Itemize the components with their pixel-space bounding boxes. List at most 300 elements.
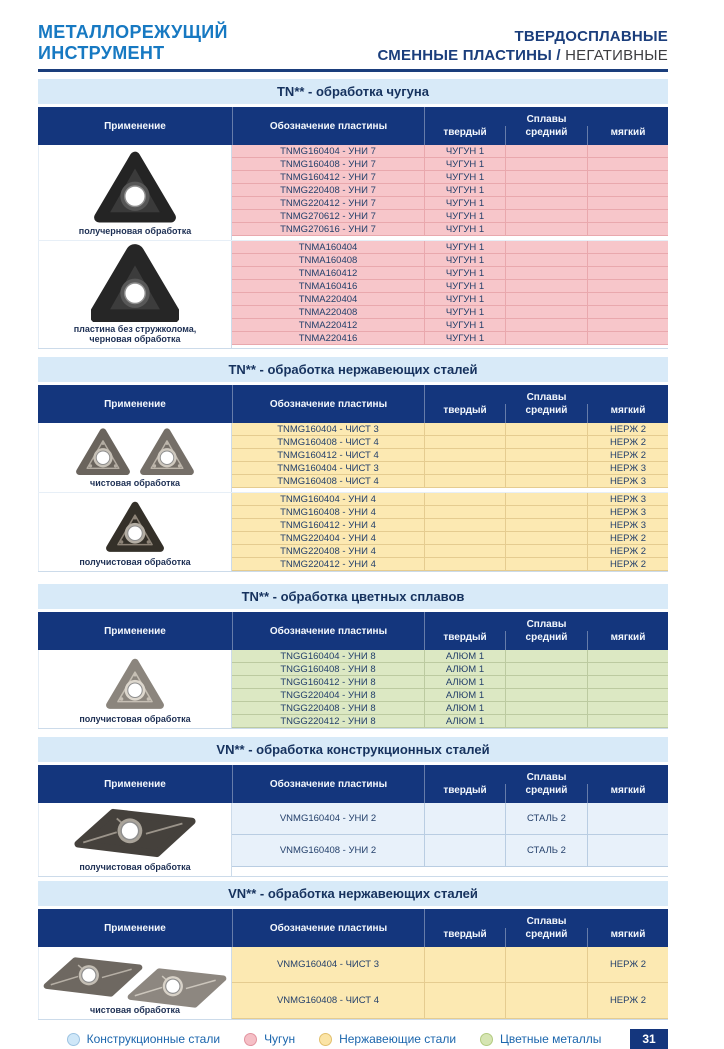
application-cell	[38, 947, 232, 1019]
designation-cell: TNGG220412 - УНИ 8	[232, 715, 424, 728]
table-row	[232, 545, 668, 558]
brand-title	[38, 22, 228, 64]
application-label: получерновая обработка	[78, 226, 192, 236]
designation-cell: TNMG160404 - ЧИСТ 3	[232, 462, 424, 475]
alloy-medium-cell	[505, 197, 587, 210]
designation-cell: TNMG160408 - УНИ 7	[232, 158, 424, 171]
application-group	[38, 145, 668, 240]
column-header-soft: мягкий	[587, 784, 668, 803]
alloy-soft-cell: НЕРЖ 3	[587, 519, 668, 532]
column-header-alloys: Сплавы	[424, 612, 668, 631]
designation-cell: VNMG160404 - ЧИСТ 3	[232, 947, 424, 983]
alloy-medium-cell	[505, 171, 587, 184]
alloy-hard-cell	[424, 545, 505, 558]
alloy-hard-cell: ЧУГУН 1	[424, 241, 505, 254]
section-vn-structural	[38, 737, 668, 877]
application-group	[38, 947, 668, 1019]
designation-cell: VNMG160408 - ЧИСТ 4	[232, 983, 424, 1019]
table-row	[232, 519, 668, 532]
triangle-insert-icon	[91, 148, 179, 224]
legend-label: Чугун	[264, 1032, 296, 1046]
alloy-hard-cell: АЛЮМ 1	[424, 715, 505, 728]
triangle-insert-icon	[104, 493, 166, 555]
alloy-hard-cell: ЧУГУН 1	[424, 280, 505, 293]
alloy-hard-cell	[424, 436, 505, 449]
alloy-soft-cell	[587, 241, 668, 254]
application-label: получистовая обработка	[79, 862, 191, 872]
alloy-medium-cell: СТАЛЬ 2	[505, 803, 587, 835]
alloy-medium-cell	[505, 702, 587, 715]
alloy-soft-cell	[587, 267, 668, 280]
alloy-soft-cell: НЕРЖ 2	[587, 558, 668, 571]
alloy-medium-cell	[505, 663, 587, 676]
alloy-soft-cell: НЕРЖ 3	[587, 475, 668, 488]
designation-cell: TNMA220408	[232, 306, 424, 319]
table-row	[232, 558, 668, 571]
alloy-soft-cell	[587, 715, 668, 728]
alloy-medium-cell	[505, 493, 587, 506]
alloy-soft-cell	[587, 803, 668, 835]
alloy-soft-cell: НЕРЖ 2	[587, 532, 668, 545]
designation-cell: TNMG160404 - ЧИСТ 3	[232, 423, 424, 436]
alloy-hard-cell	[424, 493, 505, 506]
table-header	[38, 107, 668, 145]
table-header	[38, 909, 668, 947]
alloy-hard-cell: ЧУГУН 1	[424, 223, 505, 236]
designation-cell: TNMG160412 - УНИ 4	[232, 519, 424, 532]
alloy-soft-cell	[587, 293, 668, 306]
alloy-soft-cell: НЕРЖ 2	[587, 983, 668, 1019]
section-tn-cast-iron	[38, 79, 668, 349]
alloy-hard-cell: АЛЮМ 1	[424, 663, 505, 676]
page-heading-strong: СМЕННЫЕ ПЛАСТИНЫ	[377, 47, 553, 64]
alloy-soft-cell	[587, 689, 668, 702]
group-rows	[232, 947, 668, 1019]
alloy-hard-cell: ЧУГУН 1	[424, 184, 505, 197]
triangle-insert-icon	[74, 423, 196, 476]
alloy-hard-cell: ЧУГУН 1	[424, 197, 505, 210]
table-row	[232, 436, 668, 449]
designation-cell: TNGG160404 - УНИ 8	[232, 650, 424, 663]
column-header-soft: мягкий	[587, 928, 668, 947]
legend-color-dot	[67, 1033, 80, 1046]
triangle-insert-icon	[104, 656, 166, 710]
alloy-hard-cell: ЧУГУН 1	[424, 306, 505, 319]
alloy-soft-cell	[587, 197, 668, 210]
alloy-medium-cell	[505, 293, 587, 306]
alloy-hard-cell: АЛЮМ 1	[424, 650, 505, 663]
section-title: VN** - обработка конструкционных сталей	[38, 737, 668, 762]
designation-cell: TNMG220412 - УНИ 4	[232, 558, 424, 571]
designation-cell: TNMA160412	[232, 267, 424, 280]
designation-cell: TNMG160412 - УНИ 7	[232, 171, 424, 184]
alloy-hard-cell	[424, 983, 505, 1019]
alloy-medium-cell	[505, 558, 587, 571]
alloy-soft-cell	[587, 676, 668, 689]
page-heading-line2	[377, 47, 668, 64]
designation-cell: TNMG160412 - ЧИСТ 4	[232, 449, 424, 462]
legend-color-dot	[480, 1033, 493, 1046]
group-rows	[232, 493, 668, 571]
alloy-soft-cell	[587, 184, 668, 197]
alloy-medium-cell	[505, 519, 587, 532]
alloy-hard-cell	[424, 803, 505, 835]
table-row	[232, 506, 668, 519]
alloy-soft-cell: НЕРЖ 2	[587, 947, 668, 983]
table-row	[232, 702, 668, 715]
alloy-medium-cell	[505, 223, 587, 236]
legend-label: Конструкционные стали	[86, 1032, 221, 1046]
application-group	[38, 803, 668, 876]
table-row	[232, 715, 668, 728]
page-heading-light: НЕГАТИВНЫЕ	[565, 47, 668, 64]
column-header-alloys: Сплавы	[424, 765, 668, 784]
alloy-soft-cell	[587, 280, 668, 293]
alloy-hard-cell	[424, 558, 505, 571]
alloy-soft-cell	[587, 835, 668, 867]
alloy-hard-cell	[424, 532, 505, 545]
table-body	[38, 145, 668, 349]
header-rule	[38, 69, 668, 72]
table-row	[232, 171, 668, 184]
table-row	[232, 306, 668, 319]
table-row	[232, 449, 668, 462]
alloy-medium-cell	[505, 254, 587, 267]
section-tn-nonferrous	[38, 584, 668, 729]
table-row	[232, 423, 668, 436]
application-cell	[38, 241, 232, 348]
table-row	[232, 241, 668, 254]
column-header-application: Применение	[104, 120, 166, 132]
table-row	[232, 293, 668, 306]
column-header-designation: Обозначение пластины	[232, 909, 424, 947]
page-heading-separator: /	[556, 47, 561, 64]
column-header-alloys: Сплавы	[424, 107, 668, 126]
table-header	[38, 612, 668, 650]
table-row	[232, 689, 668, 702]
group-rows	[232, 650, 668, 728]
table-row	[232, 184, 668, 197]
section-vn-stainless	[38, 881, 668, 1020]
alloy-hard-cell: АЛЮМ 1	[424, 689, 505, 702]
legend-label: Цветные металлы	[500, 1032, 602, 1046]
alloy-soft-cell: НЕРЖ 3	[587, 493, 668, 506]
table-row	[232, 332, 668, 345]
triangle-insert-icon	[104, 650, 166, 712]
section-title: VN** - обработка нержавеющих сталей	[38, 881, 668, 906]
alloy-hard-cell	[424, 423, 505, 436]
table-row	[232, 650, 668, 663]
table-row	[232, 663, 668, 676]
alloy-medium-cell	[505, 983, 587, 1019]
table-header	[38, 765, 668, 803]
alloy-medium-cell	[505, 241, 587, 254]
alloy-hard-cell: ЧУГУН 1	[424, 145, 505, 158]
alloy-hard-cell: ЧУГУН 1	[424, 158, 505, 171]
section-title: TN** - обработка чугуна	[38, 79, 668, 104]
designation-cell: TNMA160408	[232, 254, 424, 267]
designation-cell: TNMG160404 - УНИ 4	[232, 493, 424, 506]
alloy-medium-cell	[505, 280, 587, 293]
group-rows	[232, 803, 668, 876]
brand-title-line1: МЕТАЛЛОРЕЖУЩИЙ	[38, 22, 228, 42]
application-group	[38, 423, 668, 492]
alloy-medium-cell	[505, 506, 587, 519]
application-label: получистовая обработка	[79, 557, 191, 567]
column-header-hard: твердый	[424, 928, 505, 947]
alloy-soft-cell: НЕРЖ 2	[587, 436, 668, 449]
application-label: чистовая обработка	[89, 1005, 181, 1015]
alloy-medium-cell	[505, 158, 587, 171]
designation-cell: TNMA220412	[232, 319, 424, 332]
page-footer	[38, 1029, 668, 1049]
triangle-insert-icon	[74, 426, 132, 476]
designation-cell: TNMG220412 - УНИ 7	[232, 197, 424, 210]
alloy-soft-cell: НЕРЖ 2	[587, 545, 668, 558]
table-row	[232, 210, 668, 223]
column-header-medium: средний	[505, 631, 587, 650]
alloy-hard-cell	[424, 506, 505, 519]
alloy-hard-cell: АЛЮМ 1	[424, 676, 505, 689]
designation-cell: TNMA220404	[232, 293, 424, 306]
table-body	[38, 803, 668, 877]
table-row	[232, 532, 668, 545]
alloy-hard-cell	[424, 519, 505, 532]
table-row	[232, 676, 668, 689]
designation-cell: TNMG270612 - УНИ 7	[232, 210, 424, 223]
designation-cell: TNMA160404	[232, 241, 424, 254]
table-body	[38, 947, 668, 1020]
designation-cell: VNMG160408 - УНИ 2	[232, 835, 424, 867]
table-row	[232, 158, 668, 171]
alloy-medium-cell	[505, 436, 587, 449]
alloy-soft-cell	[587, 158, 668, 171]
alloy-medium-cell	[505, 545, 587, 558]
column-header-designation: Обозначение пластины	[232, 765, 424, 803]
application-label: получистовая обработка	[79, 714, 191, 724]
designation-cell: TNMG160408 - ЧИСТ 4	[232, 436, 424, 449]
column-header-application: Применение	[104, 625, 166, 637]
page-header	[38, 0, 668, 64]
triangle-insert-icon	[104, 499, 166, 553]
table-body	[38, 650, 668, 729]
column-header-hard: твердый	[424, 404, 505, 423]
rhombic-insert-icon	[73, 806, 197, 860]
column-header-application: Применение	[104, 922, 166, 934]
alloy-soft-cell	[587, 650, 668, 663]
triangle-insert-icon	[138, 426, 196, 476]
alloy-soft-cell	[587, 210, 668, 223]
triangle-insert-icon	[91, 145, 179, 224]
table-header	[38, 385, 668, 423]
application-cell	[38, 423, 232, 492]
legend-item	[67, 1032, 220, 1046]
alloy-medium-cell	[505, 319, 587, 332]
alloy-medium-cell	[505, 689, 587, 702]
legend-item	[319, 1032, 456, 1046]
table-row	[232, 493, 668, 506]
alloy-hard-cell: ЧУГУН 1	[424, 254, 505, 267]
designation-cell: TNGG220408 - УНИ 8	[232, 702, 424, 715]
application-label: чистовая обработка	[89, 478, 181, 488]
rhombic-insert-icon	[42, 947, 228, 1003]
page-heading-line1: ТВЕРДОСПЛАВНЫЕ	[514, 28, 668, 45]
alloy-hard-cell	[424, 835, 505, 867]
alloy-soft-cell	[587, 702, 668, 715]
application-group	[38, 492, 668, 571]
page-heading	[377, 27, 668, 64]
section-tn-stainless	[38, 357, 668, 572]
section-title: TN** - обработка цветных сплавов	[38, 584, 668, 609]
designation-cell: TNMA160416	[232, 280, 424, 293]
triangle-insert-icon	[91, 244, 179, 322]
column-header-application: Применение	[104, 778, 166, 790]
alloy-medium-cell	[505, 475, 587, 488]
alloy-soft-cell: НЕРЖ 3	[587, 506, 668, 519]
alloy-medium-cell	[505, 332, 587, 345]
alloy-hard-cell	[424, 449, 505, 462]
alloy-medium-cell	[505, 306, 587, 319]
alloy-soft-cell	[587, 319, 668, 332]
table-row	[232, 462, 668, 475]
designation-cell: TNMG220408 - УНИ 4	[232, 545, 424, 558]
application-cell	[38, 145, 232, 240]
column-header-medium: средний	[505, 404, 587, 423]
application-label: пластина без стружколома, черновая обработка	[73, 324, 197, 344]
legend-item	[480, 1032, 601, 1046]
table-row	[232, 983, 668, 1019]
table-row	[232, 280, 668, 293]
group-rows	[232, 423, 668, 492]
alloy-hard-cell: ЧУГУН 1	[424, 319, 505, 332]
designation-cell: TNGG220404 - УНИ 8	[232, 689, 424, 702]
alloy-soft-cell	[587, 306, 668, 319]
alloy-medium-cell	[505, 947, 587, 983]
application-cell	[38, 803, 232, 876]
page-number: 31	[630, 1029, 668, 1049]
rhombic-insert-icon	[73, 803, 197, 860]
alloy-soft-cell: НЕРЖ 2	[587, 449, 668, 462]
alloy-soft-cell: НЕРЖ 3	[587, 462, 668, 475]
alloy-medium-cell	[505, 676, 587, 689]
alloy-medium-cell	[505, 423, 587, 436]
designation-cell: TNMG220408 - УНИ 7	[232, 184, 424, 197]
column-header-medium: средний	[505, 126, 587, 145]
alloy-hard-cell: ЧУГУН 1	[424, 171, 505, 184]
column-header-alloys: Сплавы	[424, 909, 668, 928]
alloy-medium-cell	[505, 145, 587, 158]
application-cell	[38, 493, 232, 571]
alloy-medium-cell: СТАЛЬ 2	[505, 835, 587, 867]
designation-cell: VNMG160404 - УНИ 2	[232, 803, 424, 835]
alloy-hard-cell	[424, 462, 505, 475]
table-row	[232, 223, 668, 236]
alloy-hard-cell	[424, 475, 505, 488]
alloy-soft-cell	[587, 171, 668, 184]
table-row	[232, 267, 668, 280]
designation-cell: TNMG270616 - УНИ 7	[232, 223, 424, 236]
column-header-application: Применение	[104, 398, 166, 410]
table-row	[232, 145, 668, 158]
alloy-soft-cell	[587, 332, 668, 345]
designation-cell: TNMG220404 - УНИ 4	[232, 532, 424, 545]
alloy-medium-cell	[505, 715, 587, 728]
designation-cell: TNGG160412 - УНИ 8	[232, 676, 424, 689]
group-rows	[232, 241, 668, 348]
column-header-soft: мягкий	[587, 404, 668, 423]
table-row	[232, 197, 668, 210]
column-header-soft: мягкий	[587, 631, 668, 650]
alloy-medium-cell	[505, 449, 587, 462]
table-row	[232, 254, 668, 267]
alloy-hard-cell: ЧУГУН 1	[424, 267, 505, 280]
column-header-medium: средний	[505, 784, 587, 803]
legend-color-dot	[319, 1033, 332, 1046]
alloy-hard-cell: АЛЮМ 1	[424, 702, 505, 715]
designation-cell: TNMG160404 - УНИ 7	[232, 145, 424, 158]
application-group	[38, 240, 668, 348]
brand-title-line2: ИНСТРУМЕНТ	[38, 43, 165, 63]
table-row	[232, 835, 668, 867]
column-header-soft: мягкий	[587, 126, 668, 145]
alloy-medium-cell	[505, 210, 587, 223]
column-header-hard: твердый	[424, 126, 505, 145]
legend-item	[244, 1032, 295, 1046]
table-row	[232, 319, 668, 332]
alloy-medium-cell	[505, 267, 587, 280]
group-rows	[232, 145, 668, 240]
designation-cell: TNMG160408 - ЧИСТ 4	[232, 475, 424, 488]
application-group	[38, 650, 668, 728]
designation-cell: TNMG160408 - УНИ 4	[232, 506, 424, 519]
column-header-hard: твердый	[424, 631, 505, 650]
alloy-medium-cell	[505, 184, 587, 197]
alloy-hard-cell: ЧУГУН 1	[424, 293, 505, 306]
rhombic-insert-icon	[126, 966, 228, 1010]
alloy-hard-cell	[424, 947, 505, 983]
triangle-insert-icon	[91, 241, 179, 322]
column-header-designation: Обозначение пластины	[232, 385, 424, 423]
legend-label: Нержавеющие стали	[339, 1032, 457, 1046]
alloy-soft-cell: НЕРЖ 2	[587, 423, 668, 436]
alloy-medium-cell	[505, 650, 587, 663]
alloy-hard-cell: ЧУГУН 1	[424, 210, 505, 223]
table-row	[232, 803, 668, 835]
column-header-designation: Обозначение пластины	[232, 612, 424, 650]
alloy-medium-cell	[505, 532, 587, 545]
column-header-alloys: Сплавы	[424, 385, 668, 404]
designation-cell: TNMA220416	[232, 332, 424, 345]
column-header-medium: средний	[505, 928, 587, 947]
alloy-soft-cell	[587, 254, 668, 267]
alloy-medium-cell	[505, 462, 587, 475]
table-body	[38, 423, 668, 572]
table-row	[232, 947, 668, 983]
alloy-soft-cell	[587, 145, 668, 158]
color-legend	[38, 1032, 630, 1046]
column-header-hard: твердый	[424, 784, 505, 803]
alloy-hard-cell: ЧУГУН 1	[424, 332, 505, 345]
application-cell	[38, 650, 232, 728]
table-row	[232, 475, 668, 488]
alloy-soft-cell	[587, 663, 668, 676]
alloy-soft-cell	[587, 223, 668, 236]
section-title: TN** - обработка нержавеющих сталей	[38, 357, 668, 382]
designation-cell: TNGG160408 - УНИ 8	[232, 663, 424, 676]
catalog-sections	[38, 79, 668, 1020]
column-header-designation: Обозначение пластины	[232, 107, 424, 145]
legend-color-dot	[244, 1033, 257, 1046]
